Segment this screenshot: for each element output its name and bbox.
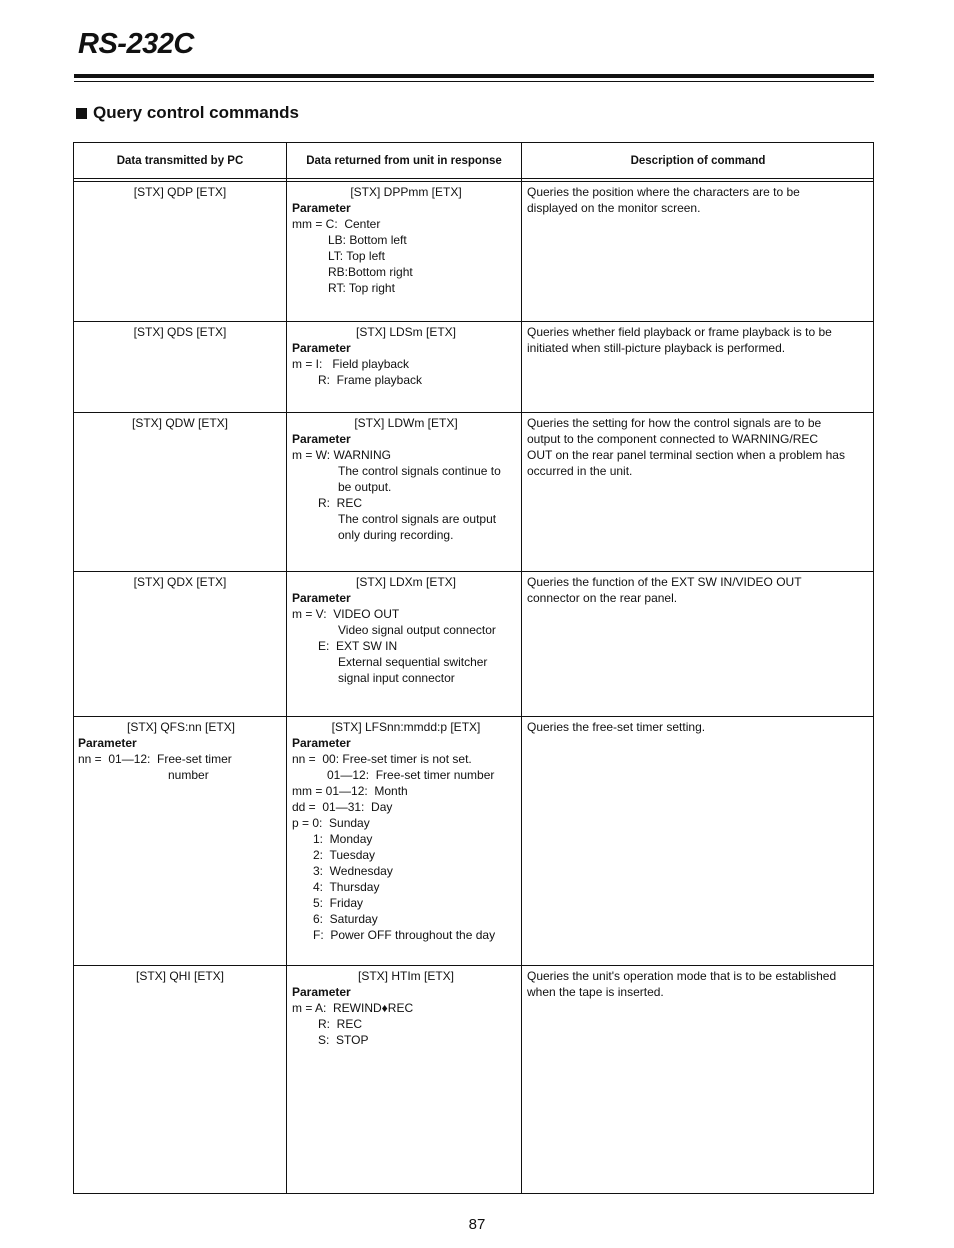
square-bullet-icon — [76, 108, 87, 119]
table-row-2-transmitted: [STX] QDW [ETX] — [131, 416, 228, 430]
section-heading — [76, 103, 299, 123]
table-row-5-transmitted: [STX] QHI [ETX] — [135, 969, 224, 983]
query-commands-table — [73, 142, 874, 1194]
table-row-1-returned: [STX] LDSm [ETX] Parameter m = I: Field playback R: Frame playback — [292, 325, 457, 387]
column-divider — [286, 143, 287, 1193]
page-title: RS-232C — [78, 28, 194, 60]
header-transmitted: Data transmitted by PC — [116, 155, 244, 167]
table-row-2-returned: [STX] LDWm [ETX] Parameter m = W: WARNING The control signals continue to be output. R: REC The control signals are output only during recording. — [292, 416, 501, 542]
table-row-0-transmitted: [STX] QDP [ETX] — [133, 185, 227, 199]
row-divider — [74, 321, 873, 322]
table-row-1-transmitted: [STX] QDS [ETX] — [133, 325, 227, 339]
row-divider — [74, 965, 873, 966]
column-divider — [521, 143, 522, 1193]
table-row-3-returned: [STX] LDXm [ETX] Parameter m = V: VIDEO OUT Video signal output connector E: EXT SW IN External sequential switcher signal input connector — [292, 575, 496, 685]
page-number: 87 — [468, 1216, 486, 1233]
table-row-1-description: Queries whether field playback or frame playback is to be initiated when still-picture playback is performed. — [527, 325, 832, 355]
row-divider — [74, 412, 873, 413]
table-row-0-description: Queries the position where the characters are to be displayed on the monitor screen. — [527, 185, 800, 215]
header-returned: Data returned from unit in response — [306, 155, 502, 167]
table-row-5-returned: [STX] HTIm [ETX] Parameter m = A: REWIND♦REC R: REC S: STOP — [292, 969, 454, 1047]
table-row-4-transmitted: [STX] QFS:nn [ETX] Parameter nn = 01—12: Free-set timer number — [78, 720, 236, 782]
header-divider — [74, 181, 873, 182]
table-row-3-description: Queries the function of the EXT SW IN/VIDEO OUT connector on the rear panel. — [527, 575, 802, 605]
header-rule-thick — [74, 74, 874, 78]
table-row-4-returned: [STX] LFSnn:mmdd:p [ETX] Parameter nn = 00: Free-set timer is not set. 01—12: Free-set timer number mm = 01—12: Month dd = 01—31: Day p = 0: Sunday 1: Monday 2: Tuesday 3: Wednesday 4: Thursday 5: Friday 6: Saturday F: Power OFF throughout the day — [292, 720, 496, 942]
table-row-3-transmitted: [STX] QDX [ETX] — [133, 575, 227, 589]
table-row-2-description: Queries the setting for how the control signals are to be output to the component connected to WARNING/REC OUT on the rear panel terminal section when a problem has occurred in the unit. — [527, 416, 845, 478]
table-row-0-returned: [STX] DPPmm [ETX] Parameter mm = C: Center LB: Bottom left LT: Top left RB:Bottom right RT: Top right — [292, 185, 462, 295]
table-row-5-description: Queries the unit's operation mode that is to be established when the tape is inserted. — [527, 969, 837, 999]
table-row-4-description: Queries the free-set timer setting. — [527, 720, 706, 734]
row-divider — [74, 571, 873, 572]
row-divider — [74, 716, 873, 717]
header-rule-thin — [74, 81, 874, 82]
header-divider — [74, 178, 873, 179]
header-description: Description of command — [630, 155, 766, 167]
section-heading-text: Query control commands — [93, 103, 299, 122]
